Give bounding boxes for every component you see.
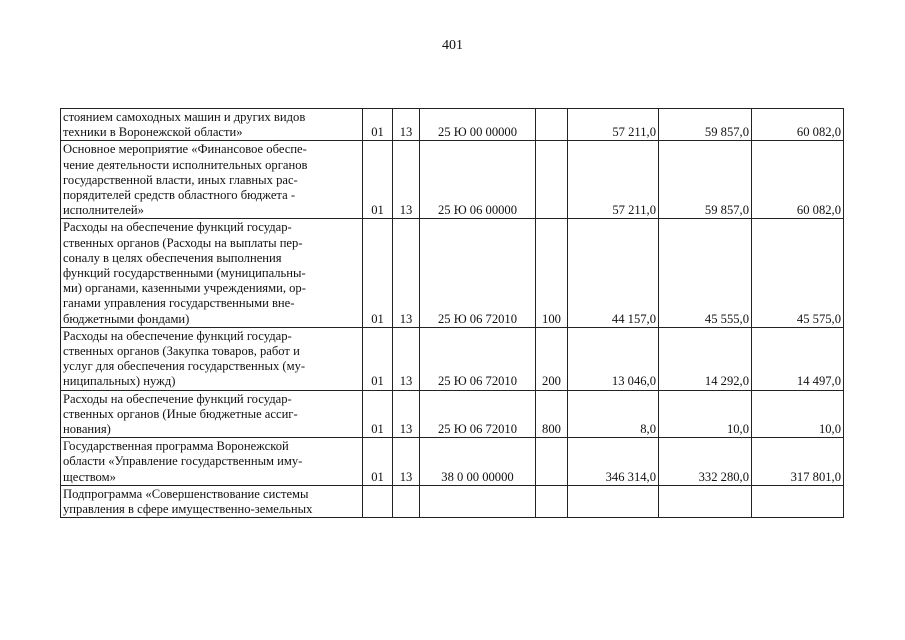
item-name-line: ми) органами, казенными учреждениями, ор- [63, 281, 306, 296]
item-name-line: функций государственными (муниципальны- [63, 266, 306, 281]
item-name-line: Государственная программа Воронежской [63, 439, 289, 454]
amount-year1-cell: 44 157,0 [568, 219, 659, 327]
item-name-cell [61, 141, 363, 219]
item-name-cell [61, 327, 363, 390]
amount-year3-cell: 60 082,0 [752, 141, 844, 219]
amount-year3-cell: 317 801,0 [752, 438, 844, 486]
subsection-code-cell: 13 [393, 438, 420, 486]
item-name-line: ственных органов (Закупка товаров, работ и [63, 344, 300, 359]
subsection-code-cell: 13 [393, 219, 420, 327]
table-row [61, 485, 844, 517]
amount-year2-cell: 59 857,0 [659, 141, 752, 219]
amount-year2-cell: 332 280,0 [659, 438, 752, 486]
target-article-cell: 25 Ю 00 00000 [420, 109, 536, 141]
item-name-line: бюджетными фондами) [63, 311, 190, 326]
item-name-cell [61, 485, 363, 517]
amount-year1-cell [568, 485, 659, 517]
item-name-line: управления в сфере имущественно-земельных [63, 502, 313, 517]
item-name-cell [61, 109, 363, 141]
item-name-line: соналу в целях обеспечения выполнения [63, 250, 282, 265]
subsection-code-cell: 13 [393, 109, 420, 141]
table-row [61, 438, 844, 486]
item-name-line: Расходы на обеспечение функций государ- [63, 328, 292, 343]
table-row [61, 109, 844, 141]
target-article-cell: 25 Ю 06 72010 [420, 390, 536, 438]
amount-year2-cell [659, 485, 752, 517]
amount-year2-cell: 10,0 [659, 390, 752, 438]
item-name-line: услуг для обеспечения государственных (му- [63, 359, 306, 374]
expense-type-cell [536, 485, 568, 517]
expense-type-cell [536, 141, 568, 219]
item-name-line: области «Управление государственным иму- [63, 454, 303, 469]
expense-type-cell: 100 [536, 219, 568, 327]
subsection-code-cell: 13 [393, 141, 420, 219]
item-name-line: Расходы на обеспечение функций государ- [63, 391, 292, 406]
item-name-line: Расходы на обеспечение функций государ- [63, 220, 292, 235]
target-article-cell: 25 Ю 06 00000 [420, 141, 536, 219]
amount-year3-cell: 60 082,0 [752, 109, 844, 141]
expense-type-cell: 200 [536, 327, 568, 390]
item-name-cell [61, 390, 363, 438]
amount-year1-cell: 13 046,0 [568, 327, 659, 390]
target-article-cell: 25 Ю 06 72010 [420, 219, 536, 327]
amount-year2-cell: 14 292,0 [659, 327, 752, 390]
item-name-line: порядителей средств областного бюджета - [63, 188, 296, 203]
target-article-cell: 25 Ю 06 72010 [420, 327, 536, 390]
amount-year2-cell: 45 555,0 [659, 219, 752, 327]
item-name-line: нования) [63, 422, 111, 437]
item-name-line: исполнителей» [63, 203, 144, 218]
expense-type-cell [536, 438, 568, 486]
item-name-line: ственных органов (Расходы на выплаты пер- [63, 235, 303, 250]
item-name-line: Основное мероприятие «Финансовое обеспе- [63, 142, 307, 157]
budget-table [60, 108, 844, 518]
expense-type-cell: 800 [536, 390, 568, 438]
item-name-line: техники в Воронежской области» [63, 125, 243, 140]
amount-year1-cell: 57 211,0 [568, 109, 659, 141]
item-name-line: Подпрограмма «Совершенствование системы [63, 486, 309, 501]
item-name-line: ганами управления государственными вне- [63, 296, 295, 311]
section-code-cell: 01 [363, 109, 393, 141]
target-article-cell: 38 0 00 00000 [420, 438, 536, 486]
item-name-cell [61, 219, 363, 327]
amount-year3-cell: 45 575,0 [752, 219, 844, 327]
table-body [61, 109, 844, 518]
subsection-code-cell: 13 [393, 327, 420, 390]
subsection-code-cell: 13 [393, 390, 420, 438]
amount-year3-cell: 14 497,0 [752, 327, 844, 390]
item-name-line: ственных органов (Иные бюджетные ассиг- [63, 406, 298, 421]
amount-year1-cell: 346 314,0 [568, 438, 659, 486]
item-name-line: стоянием самоходных машин и других видов [63, 110, 306, 124]
amount-year3-cell: 10,0 [752, 390, 844, 438]
table-row [61, 219, 844, 327]
item-name-line: государственной власти, иных главных рас- [63, 172, 298, 187]
item-name-line: ниципальных) нужд) [63, 374, 176, 389]
target-article-cell [420, 485, 536, 517]
subsection-code-cell [393, 485, 420, 517]
amount-year3-cell [752, 485, 844, 517]
amount-year1-cell: 8,0 [568, 390, 659, 438]
section-code-cell: 01 [363, 390, 393, 438]
section-code-cell: 01 [363, 438, 393, 486]
expense-type-cell [536, 109, 568, 141]
table-row [61, 141, 844, 219]
section-code-cell: 01 [363, 219, 393, 327]
amount-year2-cell: 59 857,0 [659, 109, 752, 141]
item-name-cell [61, 438, 363, 486]
table-row [61, 327, 844, 390]
section-code-cell [363, 485, 393, 517]
page-number: 401 [442, 38, 463, 53]
section-code-cell: 01 [363, 141, 393, 219]
table-row [61, 390, 844, 438]
item-name-line: чение деятельности исполнительных органов [63, 157, 308, 172]
amount-year1-cell: 57 211,0 [568, 141, 659, 219]
section-code-cell: 01 [363, 327, 393, 390]
item-name-line: ществом» [63, 469, 116, 484]
